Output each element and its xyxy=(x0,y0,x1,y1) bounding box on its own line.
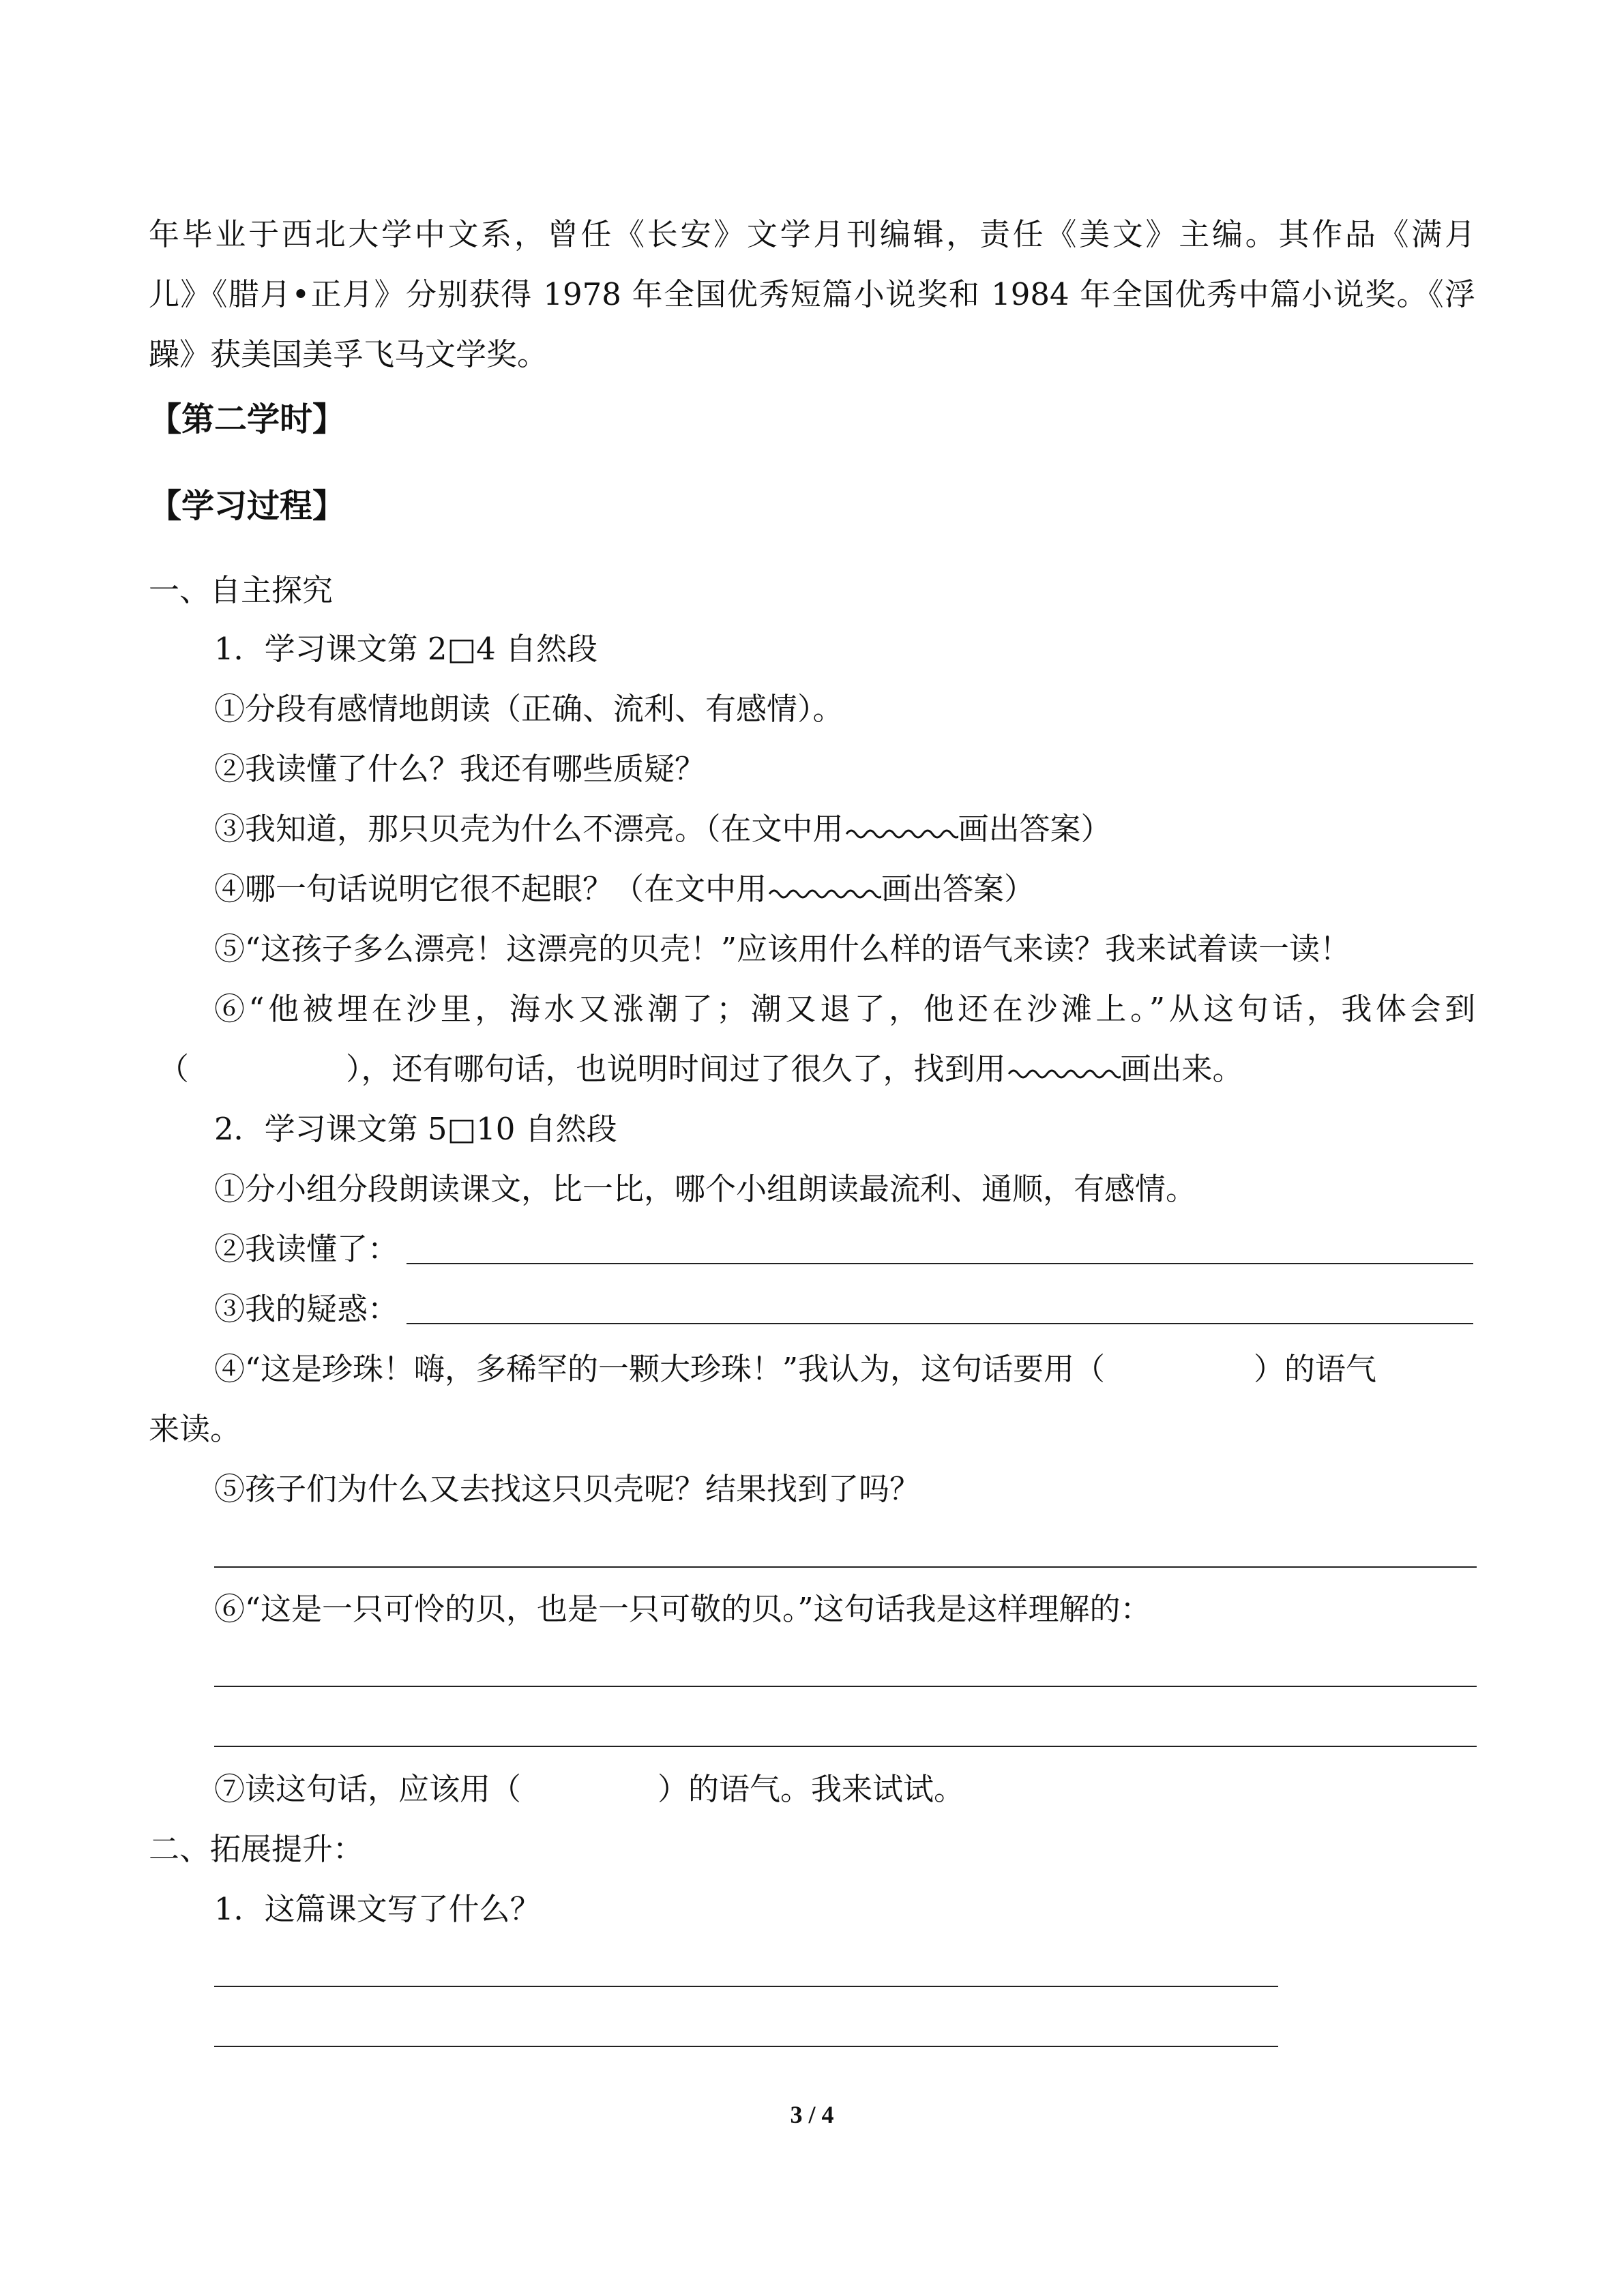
process-heading: 【学习过程】 xyxy=(149,487,346,525)
answer-line[interactable] xyxy=(407,1263,1473,1264)
sec1-q6-end: 画出来。 xyxy=(1120,1051,1243,1087)
answer-line[interactable] xyxy=(214,1686,1477,1687)
sec1-q5: ⑤“这孩子多么漂亮！这漂亮的贝壳！”应该用什么样的语气来读？我来试着读一读！ xyxy=(214,931,1351,967)
sec1-q6-open: （ xyxy=(158,1051,190,1087)
wavy-underline-icon xyxy=(844,824,958,844)
sec2-q4-text: ④“这是珍珠！嗨，多稀罕的一颗大珍珠！”我认为，这句话要用（ xyxy=(214,1351,1106,1387)
intro-line-3: 躁》获美国美孚飞马文学奖。 xyxy=(149,336,548,372)
sec1-q6-mid: ），还有哪句话，也说明时间过了很久了，找到用 xyxy=(346,1051,1006,1087)
wavy-underline-icon xyxy=(767,884,881,904)
sec1-q4-suffix: 画出答案） xyxy=(881,871,1035,907)
part1-title: 一、自主探究 xyxy=(149,572,334,608)
answer-line[interactable] xyxy=(214,1986,1278,1987)
answer-line[interactable] xyxy=(407,1323,1473,1324)
answer-line[interactable] xyxy=(214,1566,1477,1568)
sec2-q7-suffix: ）的语气。我来试试。 xyxy=(658,1771,965,1807)
sec2-title: 2．学习课文第 5□10 自然段 xyxy=(214,1111,617,1147)
sec1-q2: ②我读懂了什么？我还有哪些质疑？ xyxy=(214,751,706,787)
sec1-q4-text: ④哪一句话说明它很不起眼？（在文中用 xyxy=(214,871,767,907)
sec2-q6: ⑥“这是一只可怜的贝，也是一只可敬的贝。”这句话我是这样理解的： xyxy=(214,1591,1151,1627)
part2-title: 二、拓展提升： xyxy=(149,1831,364,1867)
sec1-title: 1．学习课文第 2□4 自然段 xyxy=(214,631,598,667)
sec1-q3-text: ③我知道，那只贝壳为什么不漂亮。（在文中用 xyxy=(214,811,844,847)
sec2-q5: ⑤孩子们为什么又去找这只贝壳呢？结果找到了吗？ xyxy=(214,1471,921,1507)
sec2-q3: ③我的疑惑： xyxy=(214,1291,399,1327)
sec2-q4-suffix: ）的语气 xyxy=(1254,1351,1377,1387)
sec2-q1: ①分小组分段朗读课文，比一比，哪个小组朗读最流利、通顺，有感情。 xyxy=(214,1171,1197,1207)
part2-q1: 1．这篇课文写了什么？ xyxy=(214,1891,541,1927)
intro-line-2: 儿》《腊月•正月》分别获得 1978 年全国优秀短篇小说奖和 1984 年全国优秀中篇小说奖。《浮 xyxy=(149,276,1475,312)
intro-line-1: 年毕业于西北大学中文系，曾任《长安》文学月刊编辑，责任《美文》主编。其作品《满月 xyxy=(149,216,1475,252)
sec1-q6-line1: ⑥“他被埋在沙里，海水又涨潮了；潮又退了，他还在沙滩上。”从这句话，我体会到 xyxy=(214,991,1475,1027)
sec1-q3 xyxy=(214,809,1112,850)
answer-line[interactable] xyxy=(214,1746,1477,1747)
sec2-q7-text: ⑦读这句话，应该用（ xyxy=(214,1771,522,1807)
sec1-q4 xyxy=(214,869,1035,910)
sec2-q4 xyxy=(214,1349,1475,1390)
sec1-q1: ①分段有感情地朗读（正确、流利、有感情）。 xyxy=(214,691,844,727)
answer-line[interactable] xyxy=(214,2046,1278,2047)
sec2-q2: ②我读懂了： xyxy=(214,1231,399,1267)
sec2-q7 xyxy=(214,1769,964,1810)
sec1-q6-line2 xyxy=(158,1049,1243,1090)
lesson-heading: 【第二学时】 xyxy=(149,400,346,438)
sec1-q3-suffix: 画出答案） xyxy=(958,811,1112,847)
wavy-underline-icon xyxy=(1006,1064,1121,1084)
sec2-q4-cont: 来读。 xyxy=(149,1411,241,1447)
page-number: 3 / 4 xyxy=(790,2101,834,2128)
